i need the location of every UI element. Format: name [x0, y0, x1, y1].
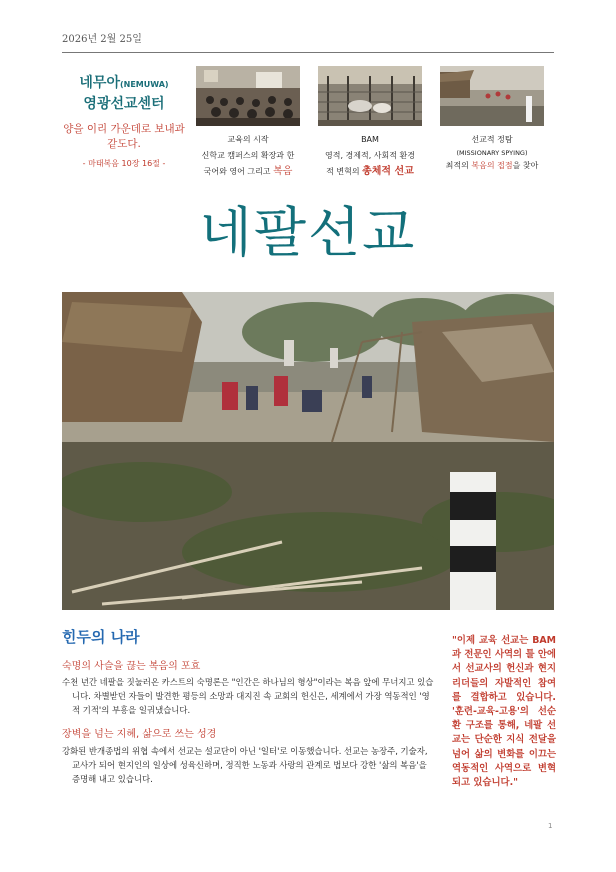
feature-education-line2: 국어와 영어 그리고 [203, 167, 274, 176]
pull-quote: "이제 교육 선교는 BAM과 전문인 사역의 틀 안에서 선교사의 헌신과 현지 리더들의 자발적인 참여를 결합하고 있습니다. '훈련-교육-고용'의 선순환 구조를 통해, 네팔 선교는 단순한 지식 전달을 넘어 삶의 변화를 이끄는 역동적인 사역으로 변혁되고 있습니다." [452, 635, 556, 789]
bible-verse-reference: - 마태복음 10장 16절 - [82, 159, 166, 168]
bible-verse: 양을 이리 가운데로 보내과 같도다. [63, 123, 185, 150]
feature-education-highlight: 복음 [273, 166, 293, 177]
feature-spying-line2-pre: 최적의 [445, 161, 472, 170]
feature-education-line1: 신학교 캠퍼스의 확장과 한 [201, 151, 295, 160]
subheading-1: 숙명의 사슬을 끊는 복음의 포효 [62, 661, 201, 672]
farm-photo [318, 66, 422, 126]
feature-spying-line2-post: 을 찾아 [512, 161, 539, 170]
brand-name [62, 74, 186, 94]
paragraph-2: 강화된 반개종법의 위협 속에서 선교는 설교단이 아닌 '일터'로 이동했습니다. 선교는 농장주, 기술자, 교사가 되어 현지인의 일상에 성육신하며, 정직한 노동과 사랑의 관계로 법보다 강한 '삶의 복음'을 증명해 내고 있습니다. [62, 746, 428, 784]
feature-spying-title: 선교적 정탐 [471, 135, 513, 144]
feature-bam-highlight: 총체적 선교 [362, 166, 414, 177]
feature-bam-line1: 영적, 경제적, 사회적 환경 [325, 151, 415, 160]
paragraph-1: 수천 년간 네팔을 짓눌러온 카스트의 숙명론은 "인간은 하나님의 형상"이라는 복음 앞에 무너지고 있습니다. 차별받던 자들이 발견한 평등의 소망과 대지진 속 교회의 헌신은, 세계에서 가장 역동적인 '영적 기적'의 부흥을 일궈냈습니다. [62, 677, 434, 715]
feature-bam [316, 66, 424, 180]
classroom-photo [196, 66, 300, 126]
brand-name-en: (NEMUWA) [119, 80, 169, 89]
hero-village-photo [62, 292, 554, 610]
issue-date: 2026년 2월 25일 [62, 34, 142, 45]
subheading-2: 장벽을 넘는 지혜, 삶으로 쓰는 성경 [62, 729, 217, 740]
feature-spying [438, 66, 546, 174]
village-photo [440, 66, 544, 126]
page-number: 1 [548, 822, 553, 830]
header-divider [62, 52, 554, 53]
feature-spying-highlight: 복음의 접점 [471, 161, 513, 170]
feature-spying-title-en: (MISSIONARY SPYING) [456, 149, 528, 157]
feature-education-title: 교육의 시작 [227, 135, 269, 144]
page-headline: 네팔선교 [199, 201, 417, 264]
brand-block [62, 74, 186, 169]
feature-bam-line2: 적 변혁의 [326, 167, 363, 176]
feature-education [194, 66, 302, 180]
brand-subtitle: 영광선교센터 [83, 96, 165, 112]
section-title: 힌두의 나라 [62, 628, 140, 646]
brand-name-ko: 네무아 [79, 75, 120, 91]
feature-bam-title: BAM [361, 135, 379, 144]
